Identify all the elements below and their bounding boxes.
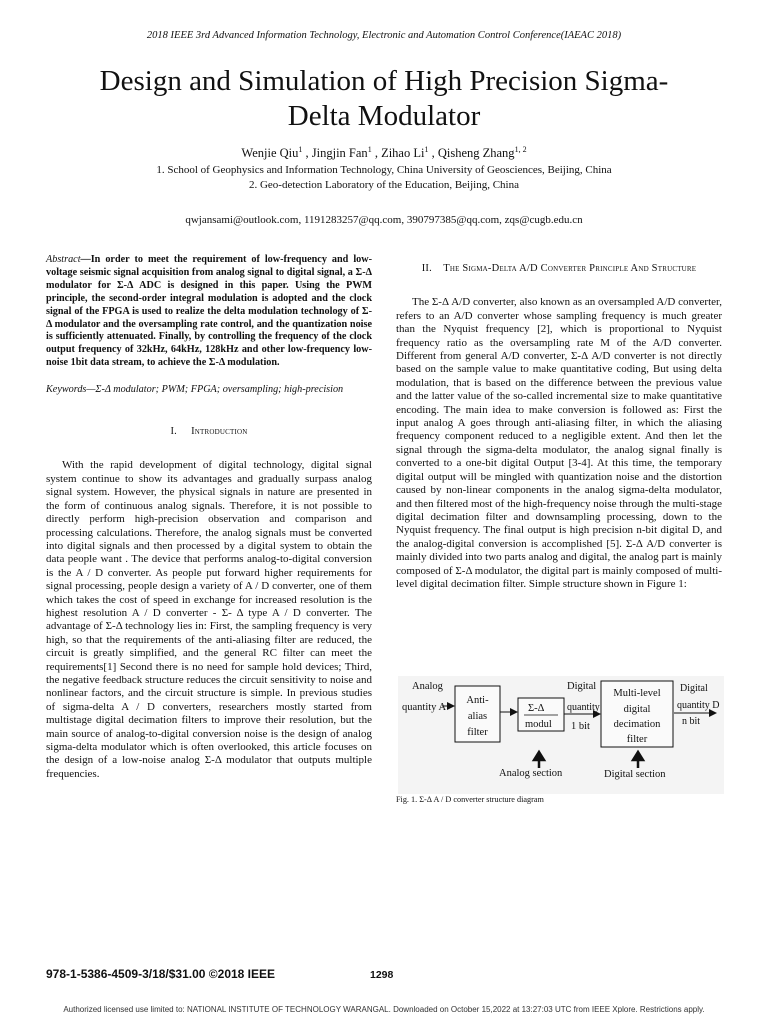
introduction-body: With the rapid development of digital technology, digital signal system continue to show its advantages and gradually surpass analog signal system. However, the physical signals in nature are presented in the form of continuous analog signals. Therefore, it is not possible to directly perform high-precision observation and comparison and processing calculations. Therefore, the analog signals must be converted into digital signals and then processed by a digital system to obtain the data people want . The device that performs analog-to-digital conversion is the A / D converter. As people put forward higher requirements for signal processing, people design a variety of A / D converter, one of them which takes the cost of speed in exchange for increased resolution is the highest resolution A / D converter - Σ- Δ type A / D converter. The advantage of Σ-Δ technology lies in: First, the sampling frequency is very high, so that the requirements of the anti-aliasing filter are reduced, the circuit is greatly simplified, and the general RC filter can meet the requirements[1] Second there is no need for sample hold devices; Third, the negative feedback structure reduces the circuit sensitivity to noise and nonlinear factors, and the circuit structure is simple. In previous studies of sigma-delta A / D converters, researchers mostly started from multistage digital decimation filters to improve their resolution, but the main source of analog-to-digital conversion noise is the design of analog sigma-delta modulator which is often overlooked, this article focuses on the design of a low-noise analog Σ-Δ modulator that outputs multiple frequencies.	[46, 459, 372, 780]
block-label: digital	[623, 704, 651, 715]
input-label: Analog	[412, 681, 443, 692]
section-title: Introduction	[191, 426, 248, 438]
conference-header: 2018 IEEE 3rd Advanced Information Technology, Electronic and Automation Control Conference(IAEAC 2018)	[146, 30, 622, 41]
block-label: Anti-	[466, 695, 489, 706]
block-label: modul	[525, 719, 552, 730]
principle-body: The Σ-Δ A/D converter, also known as an oversampled A/D converter, refers to an A/D converter whose sampling frequency is much greater than the Nyquist frequency [2], which is proportional to Nyquist frequency ratio as the oversampling rate M of the A/D converter. Different from general A/D converter, Σ-Δ A/D converter is not directly based on the sample value to make quantitative coding, But using delta modulation, that is based on the difference between the previous value and the latter value of the so-called incremental size to make quantitative encoding. The main idea to make conversion is followed as: First the input analog A goes through anti-aliasing filter, in which the aliasing frequency component reduced to a negligible extent. And then let the signal through the sigma-delta modulator, the analog signal finally is converted to a one-bit digital Output [3-4]. At this time, the temporary digital output will be mingled with quantization noise and the distortion caused by non-linear components in the analog sigma-delta modulator, and then filtered most of the high-frequency noise through the multi-stage digital decimation filter and downsampling processing, down to the Nyquist frequency. The final output is high precision n-bit digital D, and the analog-digital conversion is accomplished [5]. Σ-Δ A/D converter is mainly divided into two parts analog and digital, the analog part is mainly composed of Σ-Δ modulator, the digital part is mainly composed of multi-level digital decimation filter. Simple structure shown in Figure 1:	[396, 296, 722, 590]
author-emails: qwjansami@outlook.com, 1191283257@qq.com, 390797385@qq.com, zqs@cugb.edu.cn	[185, 214, 583, 226]
input-label: quantity A	[402, 702, 447, 713]
author-name: Jingjin Fan	[311, 146, 368, 161]
abstract-lead: Abstract	[46, 254, 81, 265]
block-label: Multi-level	[613, 688, 661, 699]
author-affiliation-mark: 1	[367, 145, 372, 154]
author-affiliation-mark: 1	[424, 145, 429, 154]
author-affiliation-mark: 1, 2	[514, 145, 527, 154]
keywords: Keywords—Σ-Δ modulator; PWM; FPGA; oversampling; high-precision	[46, 384, 344, 396]
output-label: Digital	[680, 683, 708, 694]
author-list: Wenjie Qiu$^1$ , Jingjin Fan$^1$ , Zihao Li$^1$ , Qisheng Zhang$^{1, 2}$	[241, 145, 527, 161]
block-label: filter	[626, 734, 648, 745]
section-heading-introduction	[46, 425, 372, 438]
section-heading-principle	[396, 262, 722, 275]
page-number: 1298	[370, 969, 394, 981]
block-label: alias	[467, 711, 488, 722]
affiliation-2: 2. Geo-detection Laboratory of the Education, Beijing, China	[248, 179, 520, 191]
output-label: n bit	[682, 716, 701, 727]
figure-1-diagram	[398, 676, 724, 794]
block-label: filter	[467, 727, 488, 738]
abstract	[46, 254, 372, 370]
section-number: II.	[421, 263, 432, 274]
mid-label: 1 bit	[571, 721, 590, 732]
license-notice: Authorized licensed use limited to: NATIONAL INSTITUTE OF TECHNOLOGY WARANGAL. Downloaded on October 15,2022 at 13:27:03 UTC from IEEE Xplore. Restrictions apply.	[63, 1005, 705, 1014]
isbn-copyright: 978-1-5386-4509-3/18/$31.00 ©2018 IEEE	[46, 967, 276, 981]
left-column	[46, 254, 372, 781]
block-label: Σ-Δ	[528, 703, 545, 714]
author-name: Zihao Li	[381, 146, 425, 161]
analog-section-label: Analog section	[499, 768, 563, 779]
author-name: Qisheng Zhang	[437, 146, 515, 161]
section-title: The Sigma-Delta A/D Converter Principle And Structure	[443, 263, 697, 274]
abstract-text: —In order to meet the requirement of low-frequency and low-voltage seismic signal acquisition from analog signal to digital signal, a Σ-Δ modulator for Σ-Δ ADC is designed in this paper. Using the PWM principle, the second-order integral modulation is adopted and the clock signal of the FPGA is used to realize the delta modulation technology of Σ-Δ modulator and the oversampling rate control, and the quantization noise is sufficiently attenuated. Finally, by controlling the frequency of the clock output frequency of 32kHz, 64kHz, 128kHz and other low-frequency low-noise 1bit data stream, to achieve the Σ-Δ modulation.	[46, 254, 372, 369]
section-number: I.	[170, 426, 177, 438]
paper-title: Design and Simulation of High Precision Sigma-Delta Modulator	[99, 65, 669, 132]
author-name: Wenjie Qiu	[241, 146, 299, 161]
output-label: quantity D	[677, 700, 720, 711]
mid-label: quantity	[567, 702, 600, 713]
figure-1-caption: Fig. 1. Σ-Δ A / D converter structure diagram	[396, 795, 544, 804]
block-label: decimation	[613, 719, 661, 730]
right-column	[396, 262, 722, 591]
digital-section-label: Digital section	[604, 769, 666, 780]
mid-label: Digital	[567, 681, 597, 692]
affiliation-1: 1. School of Geophysics and Information Technology, China University of Geosciences, Beijing, China	[156, 164, 612, 176]
author-affiliation-mark: 1	[298, 145, 303, 154]
